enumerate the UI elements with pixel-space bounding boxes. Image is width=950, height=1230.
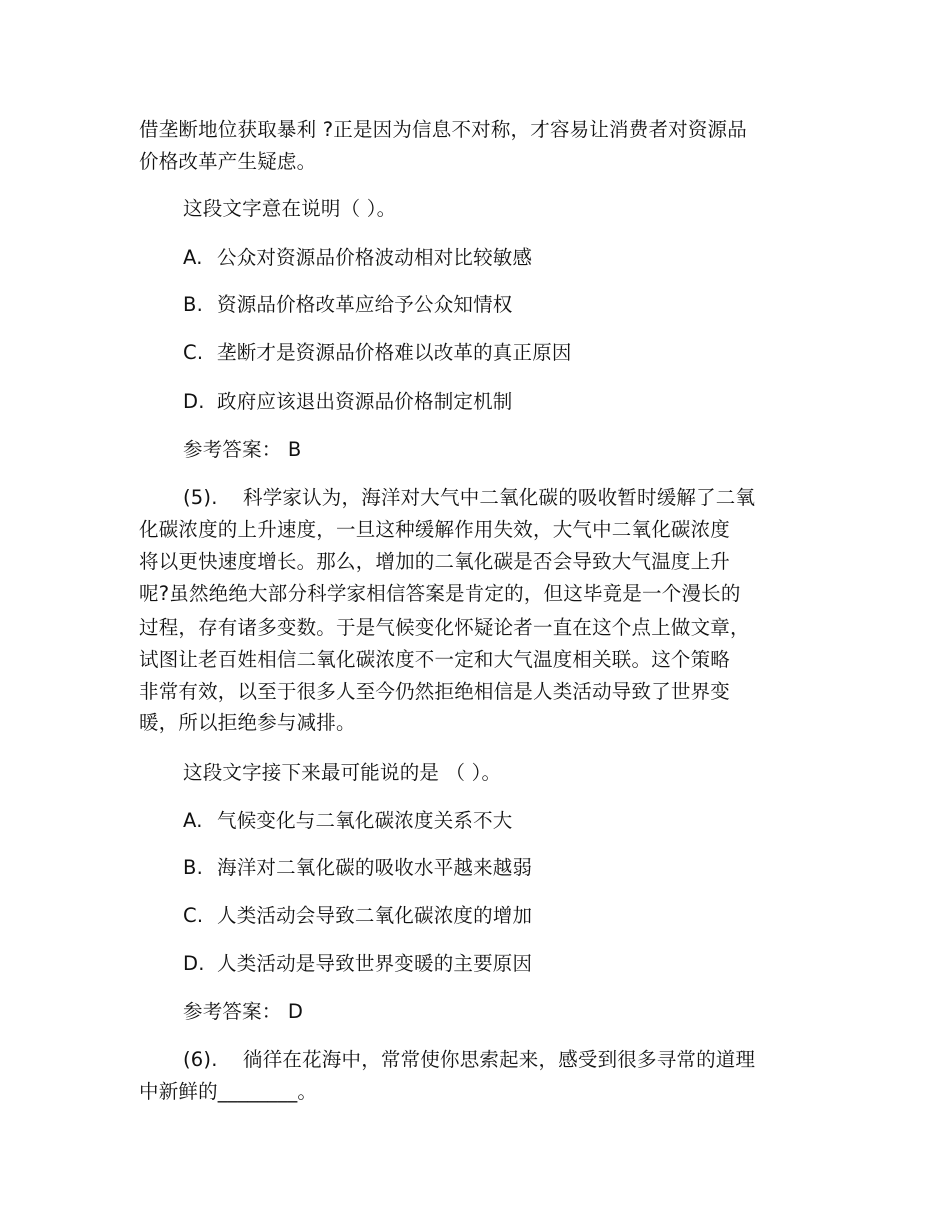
option-text: 垄断才是资源品价格难以改革的真正原因: [217, 341, 572, 364]
question-number: (6).: [183, 1048, 218, 1071]
option-text: 海洋对二氧化碳的吸收水平越来越弱: [217, 856, 533, 879]
option-c: [183, 340, 572, 366]
reference-answer: 参考答案： D: [183, 1000, 304, 1023]
option-b: [183, 292, 513, 318]
question-prompt: 这段文字接下来最可能说的是 （ ）。: [183, 761, 502, 784]
paragraph-text: 科学家认为，海洋对大气中二氧化碳的吸收暂时缓解了二氧: [243, 486, 756, 509]
question-number: (5).: [183, 486, 218, 509]
reference-answer: 参考答案： B: [183, 438, 302, 461]
option-d: [183, 951, 532, 977]
question-first-line: [183, 1047, 755, 1073]
option-text: 气候变化与二氧化碳浓度关系不大: [217, 809, 513, 832]
option-letter: D.: [183, 952, 205, 975]
paragraph-line: 暖，所以拒绝参与减排。: [139, 711, 356, 734]
option-a: [183, 245, 532, 271]
option-letter: B.: [183, 856, 203, 879]
option-text: 公众对资源品价格波动相对比较敏感: [217, 246, 533, 269]
option-d: [183, 389, 513, 415]
paragraph-line: 价格改革产生疑虑。: [139, 150, 317, 173]
option-text: 政府应该退出资源品价格制定机制: [217, 390, 513, 413]
paragraph-line: 呢?虽然绝绝大部分科学家相信答案是肯定的，但这毕竟是一个漫长的: [139, 582, 741, 605]
option-c: [183, 903, 532, 929]
option-letter: A.: [183, 809, 203, 832]
paragraph-line: 中新鲜的________。: [139, 1080, 318, 1103]
option-letter: C.: [183, 341, 204, 364]
option-b: [183, 855, 532, 881]
option-text: 人类活动是导致世界变暖的主要原因: [217, 952, 533, 975]
question-prompt: 这段文字意在说明（ ）。: [183, 197, 397, 220]
paragraph-text: 徜徉在花海中，常常使你思索起来，感受到很多寻常的道理: [243, 1048, 756, 1071]
paragraph-line: 试图让老百姓相信二氧化碳浓度不一定和大气温度相关联。这个策略: [139, 648, 731, 671]
paragraph-line: 借垄断地位获取暴利 ?正是因为信息不对称，才容易让消费者对资源品: [139, 118, 747, 141]
option-letter: B.: [183, 293, 203, 316]
option-text: 人类活动会导致二氧化碳浓度的增加: [217, 904, 533, 927]
option-letter: A.: [183, 246, 203, 269]
option-text: 资源品价格改革应给予公众知情权: [217, 293, 513, 316]
paragraph-line: 化碳浓度的上升速度，一旦这种缓解作用失效，大气中二氧化碳浓度: [139, 518, 731, 541]
question-first-line: [183, 485, 755, 511]
option-letter: C.: [183, 904, 204, 927]
paragraph-line: 过程，存有诸多变数。于是气候变化怀疑论者一直在这个点上做文章，: [139, 616, 750, 639]
paragraph-line: 非常有效，以至于很多人至今仍然拒绝相信是人类活动导致了世界变: [139, 680, 731, 703]
paragraph-line: 将以更快速度增长。那么，增加的二氧化碳是否会导致大气温度上升: [139, 550, 731, 573]
option-a: [183, 808, 513, 834]
option-letter: D.: [183, 390, 205, 413]
